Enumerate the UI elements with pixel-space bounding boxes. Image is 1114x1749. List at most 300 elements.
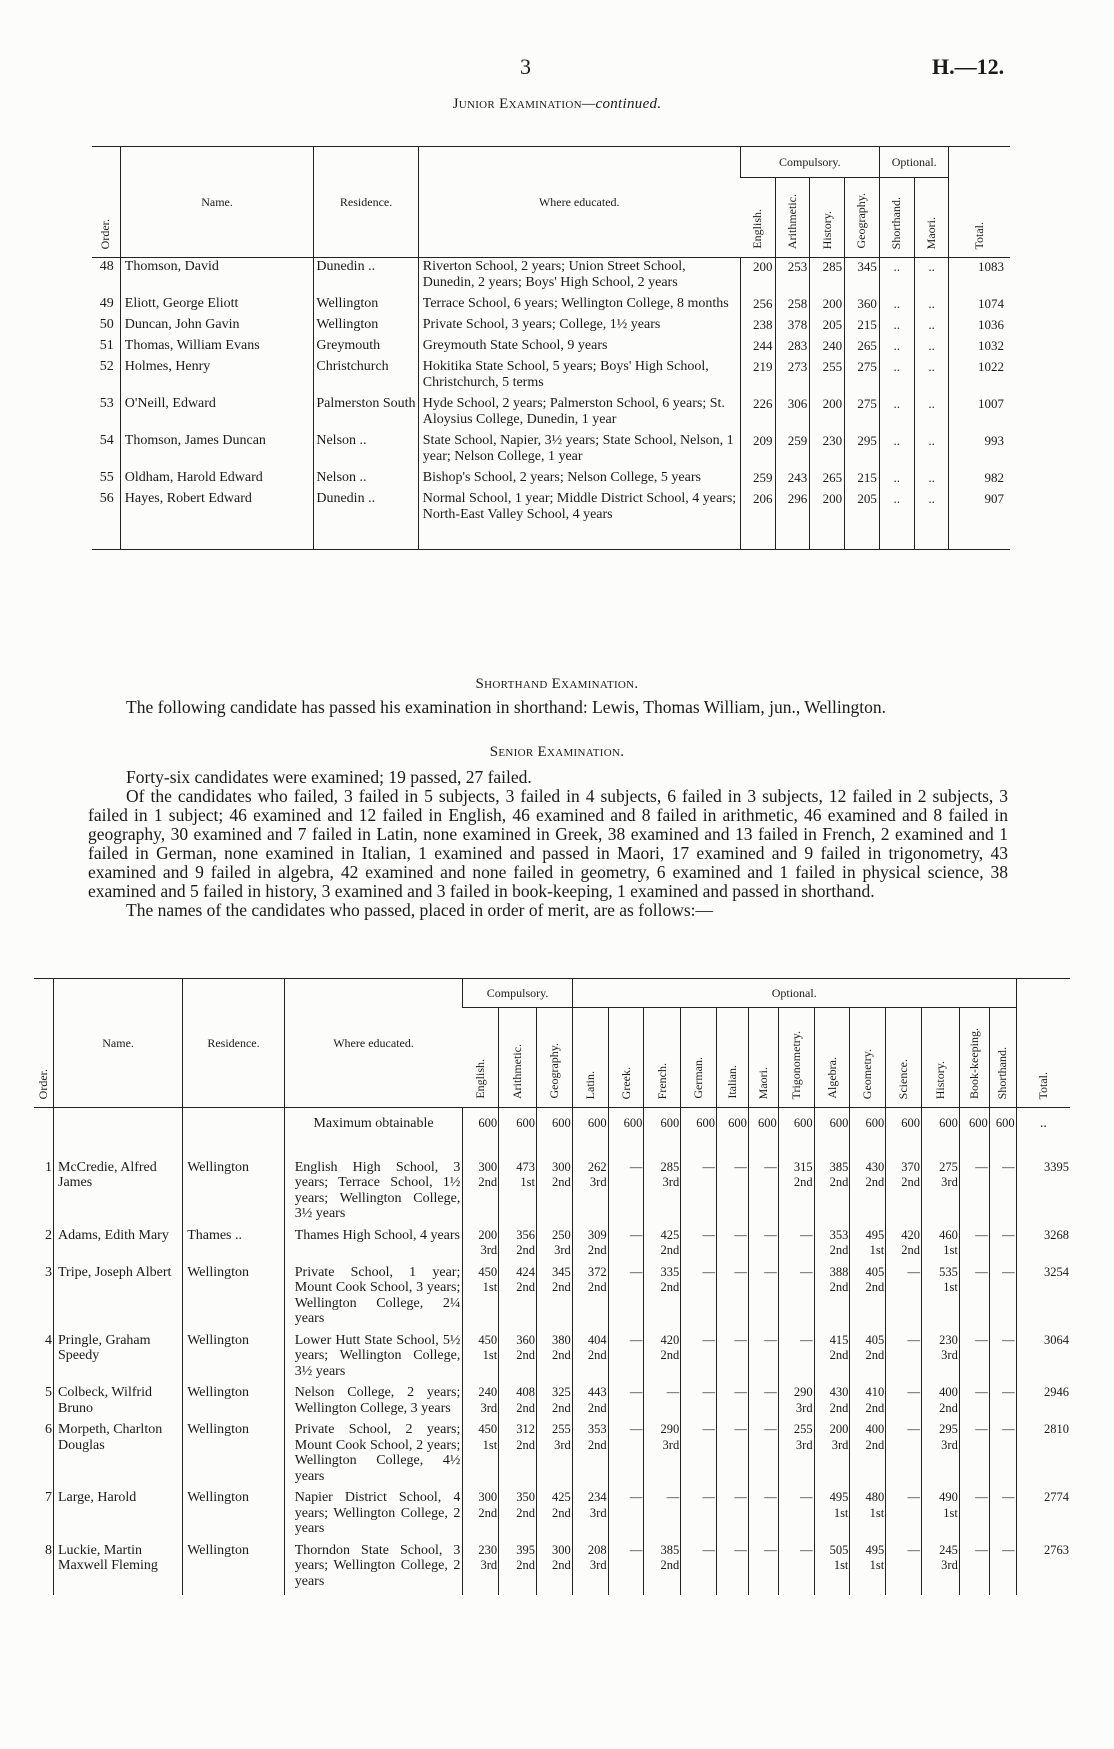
- table-row: [34, 1490, 1070, 1543]
- mark-class: 1st: [943, 1280, 958, 1294]
- row-mark-trigonometry: [778, 1265, 814, 1333]
- mark-class: 2nd: [516, 1437, 535, 1452]
- row-mark-algebra: [814, 1160, 850, 1228]
- mark-class: 1st: [869, 1558, 885, 1572]
- row-mark-bookkeeping: [959, 1422, 989, 1490]
- row-mark-geography: [536, 1422, 572, 1490]
- max-row: [34, 1108, 1070, 1160]
- mark-class: 2nd: [865, 1280, 885, 1294]
- max-value: 600: [717, 1108, 749, 1160]
- spacer-cell: [314, 527, 418, 550]
- row-mark-arithmetic: [499, 1160, 537, 1228]
- row-residence: Wellington: [183, 1543, 285, 1596]
- row-order: 49: [99, 296, 114, 311]
- col-where: Where educated.: [418, 147, 740, 258]
- row-mark-english: [463, 1160, 499, 1228]
- mark-class: 2nd: [901, 1175, 921, 1189]
- mark-value: 450: [478, 1422, 498, 1436]
- row-mark-algebra: [814, 1543, 850, 1596]
- mark-value: —: [702, 1227, 716, 1242]
- mark-value: 505: [829, 1542, 849, 1557]
- sr-col-where: Where educated.: [284, 979, 463, 1108]
- mark-value: 275: [939, 1159, 958, 1174]
- row-total: 993: [949, 432, 1010, 469]
- mark-value: —: [907, 1264, 921, 1279]
- mark-class: 1st: [869, 1243, 885, 1257]
- mark-value: —: [975, 1227, 988, 1242]
- row-arithmetic: 243: [775, 469, 810, 490]
- row-mark-science: [886, 1333, 922, 1386]
- mark-class: 3rd: [480, 1558, 498, 1572]
- mark-class: 3rd: [941, 1437, 958, 1452]
- row-shorthand: ..: [879, 490, 914, 527]
- row-mark-history: [922, 1160, 960, 1228]
- row-residence: Christchurch: [314, 358, 418, 395]
- row-mark-algebra: [814, 1265, 850, 1333]
- row-mark-maori: [748, 1333, 778, 1386]
- row-mark-geometry: [850, 1490, 886, 1543]
- mark-value: —: [734, 1490, 747, 1504]
- spacer-cell: [740, 527, 775, 550]
- row-mark-arithmetic: [499, 1385, 537, 1422]
- spacer-cell: [845, 527, 880, 550]
- row-where: Riverton School, 2 years; Union Street School, Dunedin, 2 years; Boys' High School, 2 years: [418, 258, 740, 296]
- mark-value: —: [907, 1542, 921, 1557]
- row-english: 238: [740, 316, 775, 337]
- mark-value: 208: [587, 1542, 607, 1557]
- mark-value: —: [734, 1332, 747, 1347]
- row-mark-bookkeeping: [959, 1333, 989, 1386]
- mark-class: 2nd: [516, 1243, 535, 1257]
- mark-value: 443: [587, 1385, 607, 1399]
- max-value: 600: [608, 1108, 644, 1160]
- row-mark-italian: [717, 1333, 749, 1386]
- row-mark-german: [681, 1422, 717, 1490]
- mark-value: —: [764, 1264, 777, 1279]
- row-total: 2946: [1016, 1385, 1070, 1422]
- max-value: 600: [499, 1108, 537, 1160]
- row-mark-arithmetic: [499, 1543, 537, 1596]
- row-mark-latin: [572, 1385, 608, 1422]
- sr-col-french: French.: [644, 1008, 681, 1108]
- mark-class: 3rd: [554, 1243, 571, 1257]
- row-mark-science: [886, 1543, 922, 1596]
- mark-value: —: [629, 1332, 643, 1347]
- row-mark-german: [681, 1265, 717, 1333]
- mark-value: 234: [587, 1490, 607, 1504]
- mark-class: 2nd: [516, 1400, 535, 1415]
- sr-col-trigonometry: Trigonometry.: [778, 1008, 814, 1108]
- col-optional: Optional.: [879, 147, 949, 178]
- mark-value: —: [975, 1385, 988, 1399]
- mark-value: 245: [939, 1542, 958, 1557]
- mark-value: —: [764, 1542, 777, 1557]
- mark-value: 370: [901, 1159, 921, 1174]
- row-name: Pringle, Graham Speedy: [54, 1333, 183, 1386]
- senior-para-2: Of the candidates who failed, 3 failed in 5 subjects, 3 failed in 4 subjects, 6 failed in 3 subjects, 12 failed in 2 subjects, 3 failed in 1 subject; 46 examined and 12 failed in English, 46 examined and 8 failed in arithmetic, 46 examined and 8 failed in geography, 30 examined and 7 failed in Latin, none examined in Greek, 38 examined and 13 failed in French, 2 examined and 1 failed in German, none examined in Italian, 1 examined and passed in Maori, 17 examined and 9 failed in trigonometry, 43 examined and 9 failed in algebra, 42 examined and none failed in geometry, 6 examined and 1 failed in physical science, 38 examined and 5 failed in history, 3 examined and 3 failed in book-keeping, 1 examined and passed in shorthand.: [88, 786, 1008, 901]
- max-value: 600: [748, 1108, 778, 1160]
- row-order: 54: [99, 433, 114, 448]
- row-mark-greek: [608, 1543, 644, 1596]
- row-mark-algebra: [814, 1228, 850, 1265]
- row-mark-english: [463, 1422, 499, 1490]
- mark-class: 1st: [482, 1348, 498, 1362]
- row-total: 1007: [949, 395, 1010, 432]
- row-mark-german: [681, 1333, 717, 1386]
- row-total: 2774: [1016, 1490, 1070, 1543]
- row-mark-bookkeeping: [959, 1543, 989, 1596]
- col-arithmetic: Arithmetic.: [775, 178, 810, 258]
- row-mark-shorthand: [989, 1543, 1016, 1596]
- row-residence: Wellington: [183, 1422, 285, 1490]
- mark-value: 360: [516, 1332, 535, 1347]
- row-mark-algebra: [814, 1490, 850, 1543]
- mark-class: 2nd: [516, 1280, 535, 1294]
- mark-value: 315: [793, 1159, 813, 1174]
- mark-class: 1st: [482, 1437, 498, 1452]
- mark-value: 420: [901, 1227, 921, 1242]
- row-mark-latin: [572, 1160, 608, 1228]
- row-total: 1022: [949, 358, 1010, 395]
- row-residence: Nelson ..: [314, 469, 418, 490]
- mark-value: 312: [516, 1422, 535, 1436]
- junior-title-main: Junior Examination: [452, 96, 582, 112]
- sr-col-greek: Greek.: [608, 1008, 644, 1108]
- max-label: Maximum obtainable: [284, 1108, 463, 1160]
- row-name: Colbeck, Wilfrid Bruno: [54, 1385, 183, 1422]
- row-maori: ..: [914, 316, 949, 337]
- mark-value: —: [764, 1332, 777, 1347]
- table-row: [92, 469, 1010, 490]
- table-row: [92, 490, 1010, 527]
- row-mark-english: [463, 1543, 499, 1596]
- mark-class: 1st: [869, 1505, 885, 1520]
- mark-value: —: [734, 1159, 747, 1174]
- row-order: 53: [99, 396, 114, 411]
- mark-value: —: [629, 1159, 643, 1174]
- mark-value: —: [734, 1542, 747, 1557]
- mark-value: —: [800, 1490, 813, 1504]
- mark-class: 2nd: [829, 1400, 849, 1415]
- document-reference: H.—12.: [932, 54, 1005, 79]
- max-value: 600: [814, 1108, 850, 1160]
- mark-class: 2nd: [901, 1243, 921, 1257]
- mark-value: 295: [939, 1422, 958, 1436]
- mark-value: —: [800, 1332, 813, 1347]
- mark-value: —: [702, 1490, 716, 1504]
- mark-value: 230: [939, 1332, 958, 1347]
- row-history: 265: [810, 469, 845, 490]
- table-row: [92, 358, 1010, 395]
- row-mark-shorthand: [989, 1265, 1016, 1333]
- row-mark-science: [886, 1490, 922, 1543]
- row-mark-greek: [608, 1160, 644, 1228]
- row-mark-shorthand: [989, 1160, 1016, 1228]
- mark-class: 2nd: [516, 1505, 535, 1520]
- row-mark-maori: [748, 1490, 778, 1543]
- row-mark-trigonometry: [778, 1160, 814, 1228]
- mark-value: —: [702, 1332, 716, 1347]
- row-geography: 215: [845, 469, 880, 490]
- mark-class: 3rd: [795, 1400, 813, 1415]
- mark-value: 450: [478, 1332, 498, 1347]
- row-mark-geometry: [850, 1543, 886, 1596]
- row-where: Private School, 3 years; College, 1½ years: [418, 316, 740, 337]
- row-residence: Wellington: [183, 1333, 285, 1386]
- mark-value: 200: [478, 1227, 498, 1242]
- mark-class: 2nd: [939, 1400, 958, 1415]
- mark-value: 255: [793, 1422, 813, 1436]
- row-order: 5: [45, 1385, 52, 1400]
- max-value: 600: [850, 1108, 886, 1160]
- row-shorthand: ..: [879, 258, 914, 296]
- row-mark-maori: [748, 1160, 778, 1228]
- mark-class: 3rd: [589, 1175, 607, 1189]
- senior-para-1: Forty-six candidates were examined; 19 passed, 27 failed.: [126, 767, 532, 787]
- table-row: [34, 1422, 1070, 1490]
- col-total: Total.: [949, 147, 1010, 258]
- row-name: Thomson, James Duncan: [120, 432, 314, 469]
- mark-value: —: [629, 1542, 643, 1557]
- row-where: Private School, 2 years; Mount Cook School, 2 years; Wellington College, 4½ years: [284, 1422, 463, 1490]
- mark-class: 2nd: [865, 1348, 885, 1362]
- row-mark-english: [463, 1265, 499, 1333]
- mark-class: 3rd: [941, 1348, 958, 1362]
- mark-class: 3rd: [941, 1175, 958, 1189]
- mark-value: —: [975, 1332, 988, 1347]
- row-history: 255: [810, 358, 845, 395]
- mark-class: 2nd: [478, 1175, 498, 1189]
- mark-value: 495: [865, 1227, 885, 1242]
- row-geography: 345: [845, 258, 880, 296]
- mark-value: 285: [660, 1159, 680, 1174]
- senior-summary: [88, 768, 1008, 920]
- row-where: English High School, 3 years; Terrace School, 1½ years; Wellington College, 3½ years: [284, 1160, 463, 1228]
- mark-value: —: [702, 1422, 716, 1436]
- mark-value: —: [702, 1264, 716, 1279]
- col-maori: Maori.: [914, 178, 949, 258]
- mark-value: 309: [587, 1227, 607, 1242]
- row-name: Holmes, Henry: [120, 358, 314, 395]
- table-row: [34, 1333, 1070, 1386]
- row-mark-latin: [572, 1422, 608, 1490]
- row-history: 200: [810, 490, 845, 527]
- max-value: 600: [778, 1108, 814, 1160]
- row-where: Normal School, 1 year; Middle District School, 4 years; North-East Valley School, 4 years: [418, 490, 740, 527]
- row-mark-geometry: [850, 1385, 886, 1422]
- mark-value: —: [702, 1542, 716, 1557]
- spacer-cell: [810, 527, 845, 550]
- row-mark-geography: [536, 1160, 572, 1228]
- mark-class: 1st: [520, 1175, 535, 1189]
- mark-class: 3rd: [941, 1558, 958, 1572]
- row-name: Adams, Edith Mary: [54, 1228, 183, 1265]
- mark-class: 3rd: [831, 1437, 849, 1452]
- row-geography: 275: [845, 358, 880, 395]
- mark-value: 335: [660, 1264, 680, 1279]
- mark-value: 345: [552, 1264, 571, 1279]
- mark-value: 300: [478, 1159, 498, 1174]
- row-mark-maori: [748, 1228, 778, 1265]
- mark-value: 255: [552, 1422, 571, 1436]
- mark-value: 490: [939, 1490, 958, 1504]
- max-value: 600: [959, 1108, 989, 1160]
- senior-title: Senior Examination.: [489, 744, 625, 760]
- row-residence: Dunedin ..: [314, 258, 418, 296]
- sr-col-italian: Italian.: [717, 1008, 749, 1108]
- row-mark-history: [922, 1422, 960, 1490]
- table-row: [34, 1265, 1070, 1333]
- mark-value: —: [1002, 1542, 1015, 1557]
- mark-value: —: [1002, 1490, 1015, 1504]
- row-maori: ..: [914, 432, 949, 469]
- mark-value: —: [975, 1159, 988, 1174]
- mark-value: —: [907, 1332, 921, 1347]
- mark-value: 535: [939, 1264, 958, 1279]
- row-mark-history: [922, 1543, 960, 1596]
- row-order: 48: [99, 259, 114, 274]
- mark-class: 2nd: [552, 1558, 571, 1572]
- row-arithmetic: 378: [775, 316, 810, 337]
- mark-class: 1st: [833, 1505, 849, 1520]
- mark-value: —: [629, 1227, 643, 1242]
- row-total: 907: [949, 490, 1010, 527]
- mark-value: 388: [829, 1264, 849, 1279]
- mark-value: —: [975, 1542, 988, 1557]
- row-english: 226: [740, 395, 775, 432]
- mark-value: —: [734, 1227, 747, 1242]
- row-mark-english: [463, 1228, 499, 1265]
- row-mark-geometry: [850, 1422, 886, 1490]
- row-mark-italian: [717, 1543, 749, 1596]
- row-arithmetic: 283: [775, 337, 810, 358]
- row-total: 3064: [1016, 1333, 1070, 1386]
- mark-class: 2nd: [865, 1175, 885, 1189]
- row-english: 244: [740, 337, 775, 358]
- row-order: 7: [45, 1490, 52, 1505]
- row-total: 1074: [949, 295, 1010, 316]
- row-total: 3395: [1016, 1160, 1070, 1228]
- junior-title-continued: —continued.: [581, 96, 662, 112]
- mark-value: —: [800, 1264, 813, 1279]
- row-total: 1032: [949, 337, 1010, 358]
- mark-value: —: [1002, 1159, 1015, 1174]
- senior-para-3: The names of the candidates who passed, placed in order of merit, are as follows:—: [126, 900, 714, 920]
- mark-value: —: [734, 1422, 747, 1436]
- sr-col-shorthand: Shorthand.: [989, 1008, 1016, 1108]
- mark-value: 290: [793, 1385, 813, 1399]
- table-row: [92, 258, 1010, 296]
- row-mark-science: [886, 1265, 922, 1333]
- mark-value: 250: [552, 1227, 571, 1242]
- row-mark-arithmetic: [499, 1333, 537, 1386]
- mark-value: 430: [829, 1385, 849, 1399]
- mark-class: 2nd: [660, 1348, 680, 1362]
- row-mark-history: [922, 1490, 960, 1543]
- row-shorthand: ..: [879, 295, 914, 316]
- row-geography: 275: [845, 395, 880, 432]
- row-residence: Thames ..: [183, 1228, 285, 1265]
- row-mark-shorthand: [989, 1385, 1016, 1422]
- sr-col-bookkeeping: Book-keeping.: [959, 1008, 989, 1108]
- mark-class: 2nd: [865, 1400, 885, 1415]
- col-history: History.: [810, 178, 845, 258]
- row-mark-latin: [572, 1333, 608, 1386]
- row-mark-maori: [748, 1265, 778, 1333]
- row-shorthand: ..: [879, 337, 914, 358]
- row-shorthand: ..: [879, 358, 914, 395]
- row-mark-bookkeeping: [959, 1385, 989, 1422]
- row-residence: Greymouth: [314, 337, 418, 358]
- mark-class: 1st: [482, 1280, 498, 1294]
- mark-value: 473: [516, 1159, 535, 1174]
- max-value: 600: [989, 1108, 1016, 1160]
- row-name: Oldham, Harold Edward: [120, 469, 314, 490]
- row-name: Hayes, Robert Edward: [120, 490, 314, 527]
- mark-class: 2nd: [660, 1243, 680, 1257]
- row-mark-italian: [717, 1160, 749, 1228]
- mark-class: 2nd: [552, 1175, 571, 1189]
- row-mark-trigonometry: [778, 1333, 814, 1386]
- mark-class: 3rd: [589, 1558, 607, 1572]
- shorthand-title: Shorthand Examination.: [475, 676, 639, 692]
- row-mark-latin: [572, 1265, 608, 1333]
- col-residence: Residence.: [314, 147, 418, 258]
- mark-value: 405: [865, 1264, 885, 1279]
- row-mark-geography: [536, 1490, 572, 1543]
- mark-class: 3rd: [795, 1437, 813, 1452]
- mark-class: 2nd: [587, 1400, 607, 1415]
- row-maori: ..: [914, 258, 949, 296]
- max-value: 600: [644, 1108, 681, 1160]
- mark-value: —: [1002, 1227, 1015, 1242]
- mark-class: 3rd: [480, 1400, 498, 1415]
- mark-value: 353: [829, 1227, 849, 1242]
- row-mark-shorthand: [989, 1490, 1016, 1543]
- row-mark-geometry: [850, 1228, 886, 1265]
- row-mark-bookkeeping: [959, 1228, 989, 1265]
- row-geography: 295: [845, 432, 880, 469]
- page-number: 3: [520, 54, 531, 79]
- row-mark-italian: [717, 1265, 749, 1333]
- row-where: Greymouth State School, 9 years: [418, 337, 740, 358]
- row-mark-bookkeeping: [959, 1490, 989, 1543]
- row-mark-english: [463, 1333, 499, 1386]
- row-history: 230: [810, 432, 845, 469]
- table-row: [34, 1228, 1070, 1265]
- mark-value: 300: [552, 1159, 571, 1174]
- spacer-cell: [775, 527, 810, 550]
- mark-value: 408: [516, 1385, 535, 1399]
- sr-col-algebra: Algebra.: [814, 1008, 850, 1108]
- sr-col-compulsory: Compulsory.: [463, 979, 572, 1008]
- spacer-cell: [120, 527, 314, 550]
- row-mark-french: [644, 1228, 681, 1265]
- row-mark-trigonometry: [778, 1385, 814, 1422]
- row-mark-french: [644, 1385, 681, 1422]
- mark-class: 2nd: [829, 1348, 849, 1362]
- row-where: Hyde School, 2 years; Palmerston School, 6 years; St. Aloysius College, Dunedin, 1 year: [418, 395, 740, 432]
- row-where: Thorndon State School, 3 years; Wellington College, 2 years: [284, 1543, 463, 1596]
- row-mark-arithmetic: [499, 1228, 537, 1265]
- row-mark-science: [886, 1385, 922, 1422]
- row-mark-greek: [608, 1228, 644, 1265]
- row-mark-arithmetic: [499, 1265, 537, 1333]
- mark-value: —: [629, 1490, 643, 1504]
- row-residence: Palmerston South: [314, 395, 418, 432]
- row-maori: ..: [914, 490, 949, 527]
- table-row: [92, 432, 1010, 469]
